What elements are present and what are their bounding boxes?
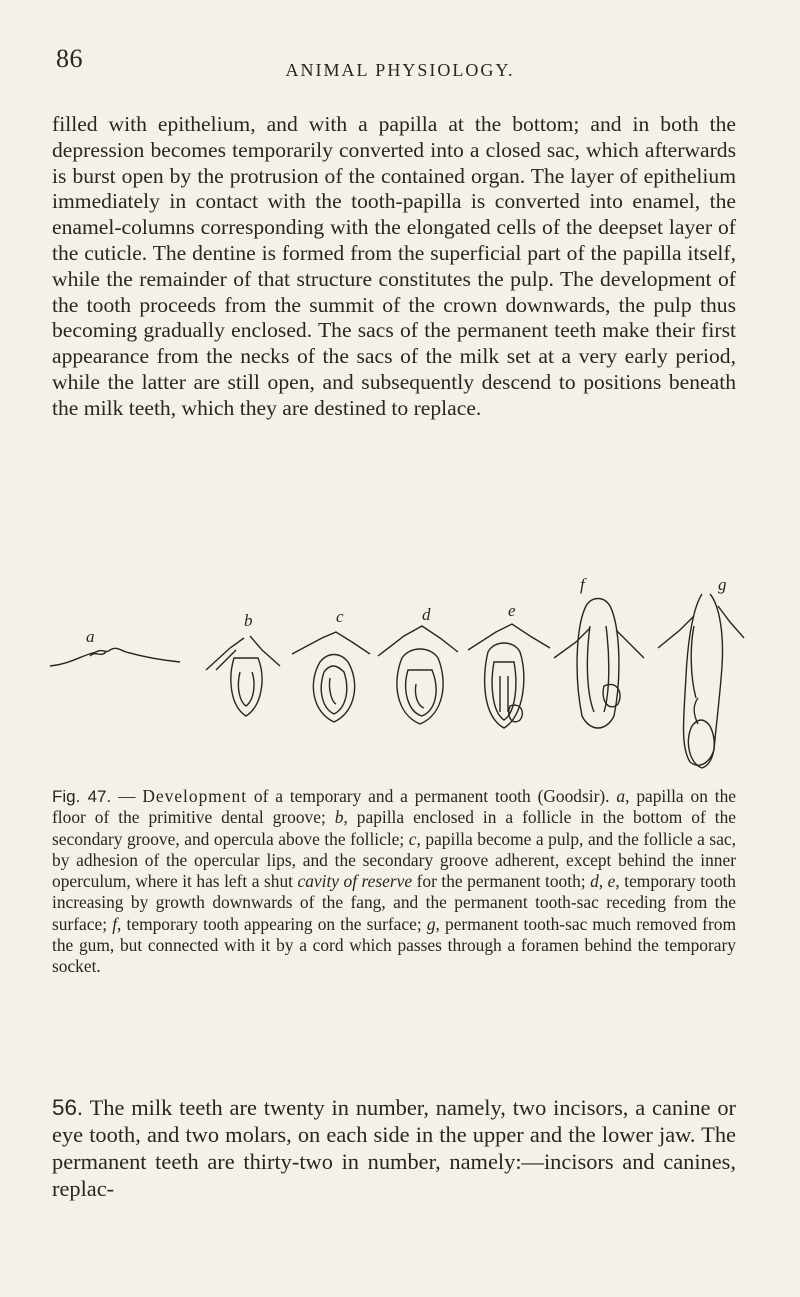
figure-label-g: g bbox=[718, 575, 727, 594]
caption-letter-b: b bbox=[334, 807, 344, 828]
caption-letter-g: g bbox=[426, 913, 436, 934]
figure-label-e: e bbox=[508, 601, 516, 620]
stage-g-drawing bbox=[658, 594, 744, 768]
page-number: 86 bbox=[56, 44, 83, 73]
figure-label-b: b bbox=[244, 611, 253, 630]
body-paragraph: filled with epithelium, and with a papilla at the bottom; and in both the depression becomes temporarily converted into a closed sac, which afterwards is burst open by the protrusion of the contained organ. The layer of epithelium immediately in contact with the tooth-papilla is converted into enamel, the enamel-columns corresponding with the elongated cells of the deepset layer of the cuticle. The dentine is formed from the superficial part of the papilla itself, while the remainder of that structure constitutes the pulp. The development of the tooth proceeds from the summit of the crown downwards, the pulp thus becoming gradually enclosed. The sacs of the permanent teeth make their first appearance from the necks of the sacs of the milk set at a very early period, while the latter are still open, and subsequently descend to positions beneath the milk teeth, which they are destined to replace. bbox=[52, 112, 736, 420]
caption-text-de: , temporary tooth increasing by growth downwards of the fang, and the permanent tooth-sac receding from the surface; bbox=[52, 871, 736, 934]
caption-title: of a temporary and a permanent tooth (Goodsir). bbox=[247, 786, 617, 806]
caption-text-g: , permanent tooth-sac much removed from the gum, but connected with it by a cord which passes through a foramen behind the temporary socket. bbox=[52, 913, 736, 977]
caption-letters-de: d, e bbox=[590, 871, 616, 892]
stage-a-drawing bbox=[50, 648, 180, 666]
stage-b-drawing bbox=[206, 636, 280, 716]
tooth-development-figure bbox=[30, 566, 750, 792]
caption-cavity-of-reserve: cavity of reserve bbox=[297, 871, 413, 892]
caption-text-c: , papilla become a pulp, and the follicle a sac, by adhesion of the opercular lips, and the secondary groove adherent, except behind the inner operculum, where it has left a shut bbox=[52, 828, 736, 892]
running-title: ANIMAL PHYSIOLOGY. bbox=[285, 60, 515, 80]
figure-label-d: d bbox=[422, 605, 431, 624]
caption-title-caps: Development bbox=[142, 786, 248, 806]
caption-text-a: , papilla on the floor of the primitive dental groove; bbox=[52, 786, 737, 828]
section-paragraph bbox=[52, 1094, 736, 1202]
section-text: The milk teeth are twenty in number, namely, two incisors, a canine or eye tooth, and two molars, on each side in the upper and the lower jaw. The permanent teeth are thirty-two in number, namely:—incisors and canines, replac- bbox=[52, 1095, 736, 1201]
caption-dash: — bbox=[111, 786, 143, 806]
caption-letter-a: a bbox=[616, 786, 626, 806]
figure-label-f: f bbox=[580, 575, 585, 594]
caption-letter-f: f bbox=[112, 913, 118, 934]
caption-text-f: , temporary tooth appearing on the surface; bbox=[117, 913, 427, 934]
figure-label-a: a bbox=[86, 627, 95, 646]
caption-text-c2: for the permanent tooth; bbox=[412, 871, 591, 892]
stage-c-drawing bbox=[292, 632, 370, 722]
section-number: 56. bbox=[52, 1095, 84, 1120]
figure-caption bbox=[52, 786, 736, 978]
stage-d-drawing bbox=[378, 626, 458, 724]
figure-illustration bbox=[30, 566, 750, 792]
figure-number: Fig. 47. bbox=[52, 787, 112, 806]
stage-e-drawing bbox=[468, 624, 550, 728]
figure-label-c: c bbox=[336, 607, 344, 626]
stage-f-drawing bbox=[554, 599, 644, 729]
caption-text-b: , papilla enclosed in a follicle in the bottom of the secondary groove, and opercula above the follicle; bbox=[52, 807, 736, 849]
caption-letter-c: c bbox=[408, 828, 417, 849]
